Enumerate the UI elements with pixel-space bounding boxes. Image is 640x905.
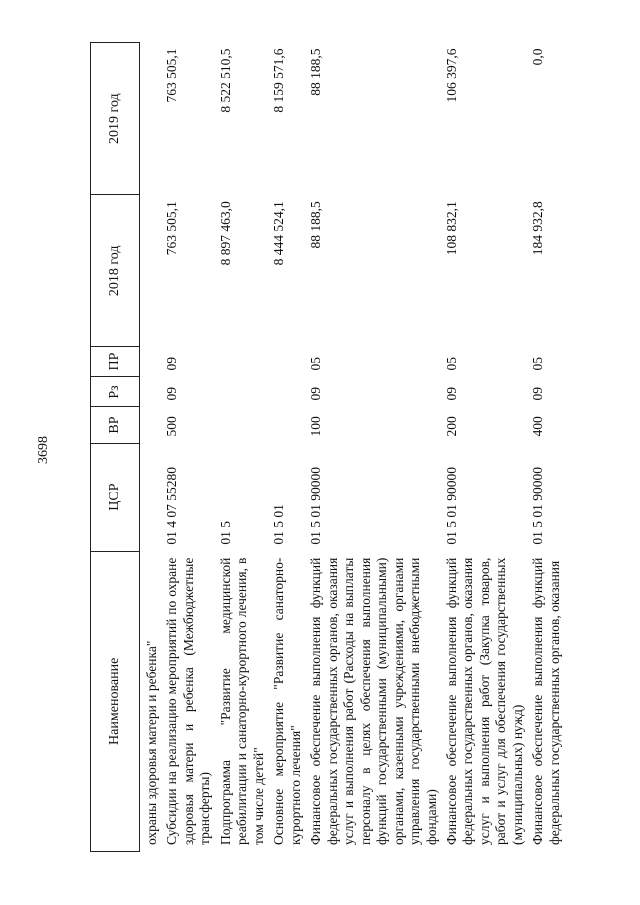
cell-csr — [140, 443, 163, 551]
cell-vr: 400 — [530, 416, 546, 437]
table-header-row — [91, 43, 140, 852]
cell-name: охраны здоровья матери и ребенка" — [144, 640, 159, 845]
table-row — [140, 43, 163, 852]
cell-csr: 01 5 — [217, 521, 233, 545]
cell-pr: 05 — [308, 356, 324, 371]
cell-csr: 01 5 01 — [271, 504, 287, 545]
header-name: Наименование — [91, 551, 140, 851]
cell-vr: 200 — [443, 416, 459, 437]
cell-rz: 09 — [530, 386, 546, 401]
header-2018: 2018 год — [91, 195, 140, 347]
cell-vr — [269, 407, 306, 443]
cell-2018: 763 505,1 — [164, 201, 180, 256]
cell-name: Финансовое обеспечение выполнения функций федеральных государственных органов, оказания услуг и выполнения работ (Закупка товаров, работ и услуг для обеспечения государственных (муниципальных) нужд) — [443, 557, 525, 845]
page-number: 3698 — [36, 436, 51, 464]
cell-pr — [216, 347, 269, 377]
cell-pr: 09 — [164, 356, 180, 371]
header-rz: Рз — [91, 377, 140, 407]
cell-2018 — [140, 195, 163, 347]
cell-2019: 763 505,1 — [164, 48, 180, 103]
budget-table — [90, 42, 565, 852]
cell-rz: 09 — [164, 386, 180, 401]
cell-2018: 108 832,1 — [443, 201, 459, 256]
cell-vr — [140, 407, 163, 443]
table-row — [528, 43, 565, 852]
cell-name: Финансовое обеспечение выполнения функций федеральных государственных органов, оказания услуг и выполнения работ (Расходы на выплаты персоналу в целях обеспечения выполнения функций государственными (муниципальными) органами, казенными учреждениями, органами управления государственными внебюджетными фондами) — [308, 557, 439, 845]
cell-rz: 09 — [443, 386, 459, 401]
cell-vr — [216, 407, 269, 443]
cell-name: Субсидии на реализацию мероприятий по охране здоровья матери и ребенка (Межбюджетные трансферты) — [164, 557, 213, 845]
cell-pr — [269, 347, 306, 377]
budget-table-sheet — [90, 42, 565, 852]
cell-csr: 01 4 07 55280 — [164, 467, 180, 545]
cell-2018: 8 897 463,0 — [217, 201, 233, 266]
cell-pr: 05 — [530, 356, 546, 371]
cell-rz — [269, 377, 306, 407]
header-pr: ПР — [91, 347, 140, 377]
table-row — [162, 43, 215, 852]
cell-name: Финансовое обеспечение выполнения функций федеральных государственных органов, оказания — [530, 557, 562, 845]
header-2019: 2019 год — [91, 43, 140, 195]
cell-csr: 01 5 01 90000 — [530, 467, 546, 545]
cell-vr: 100 — [308, 416, 324, 437]
header-vr: ВР — [91, 407, 140, 443]
cell-vr: 500 — [164, 416, 180, 437]
cell-2019: 0,0 — [530, 48, 546, 66]
cell-2019: 8 159 571,6 — [271, 48, 287, 113]
table-row — [216, 43, 269, 852]
cell-2019: 88 188,5 — [308, 48, 324, 96]
header-csr: ЦСР — [91, 443, 140, 551]
cell-2019: 106 397,6 — [443, 48, 459, 103]
cell-2019: 8 522 510,5 — [217, 48, 233, 113]
cell-rz: 09 — [308, 386, 324, 401]
table-row — [269, 43, 306, 852]
cell-pr — [140, 347, 163, 377]
cell-csr: 01 5 01 90000 — [443, 467, 459, 545]
table-row — [442, 43, 528, 852]
cell-pr: 05 — [443, 356, 459, 371]
cell-csr: 01 5 01 90000 — [308, 467, 324, 545]
cell-2018: 184 932,8 — [530, 201, 546, 256]
cell-name: Подпрограмма "Развитие медицинской реабилитации и санаторно-курортного лечения, в том числе детей" — [217, 557, 266, 845]
cell-rz — [140, 377, 163, 407]
table-row — [306, 43, 442, 852]
cell-2019 — [140, 43, 163, 195]
cell-2018: 8 444 524,1 — [271, 201, 287, 266]
cell-name: Основное мероприятие "Развитие санаторно-курортного лечения" — [271, 557, 303, 845]
cell-rz — [216, 377, 269, 407]
cell-2018: 88 188,5 — [308, 201, 324, 249]
